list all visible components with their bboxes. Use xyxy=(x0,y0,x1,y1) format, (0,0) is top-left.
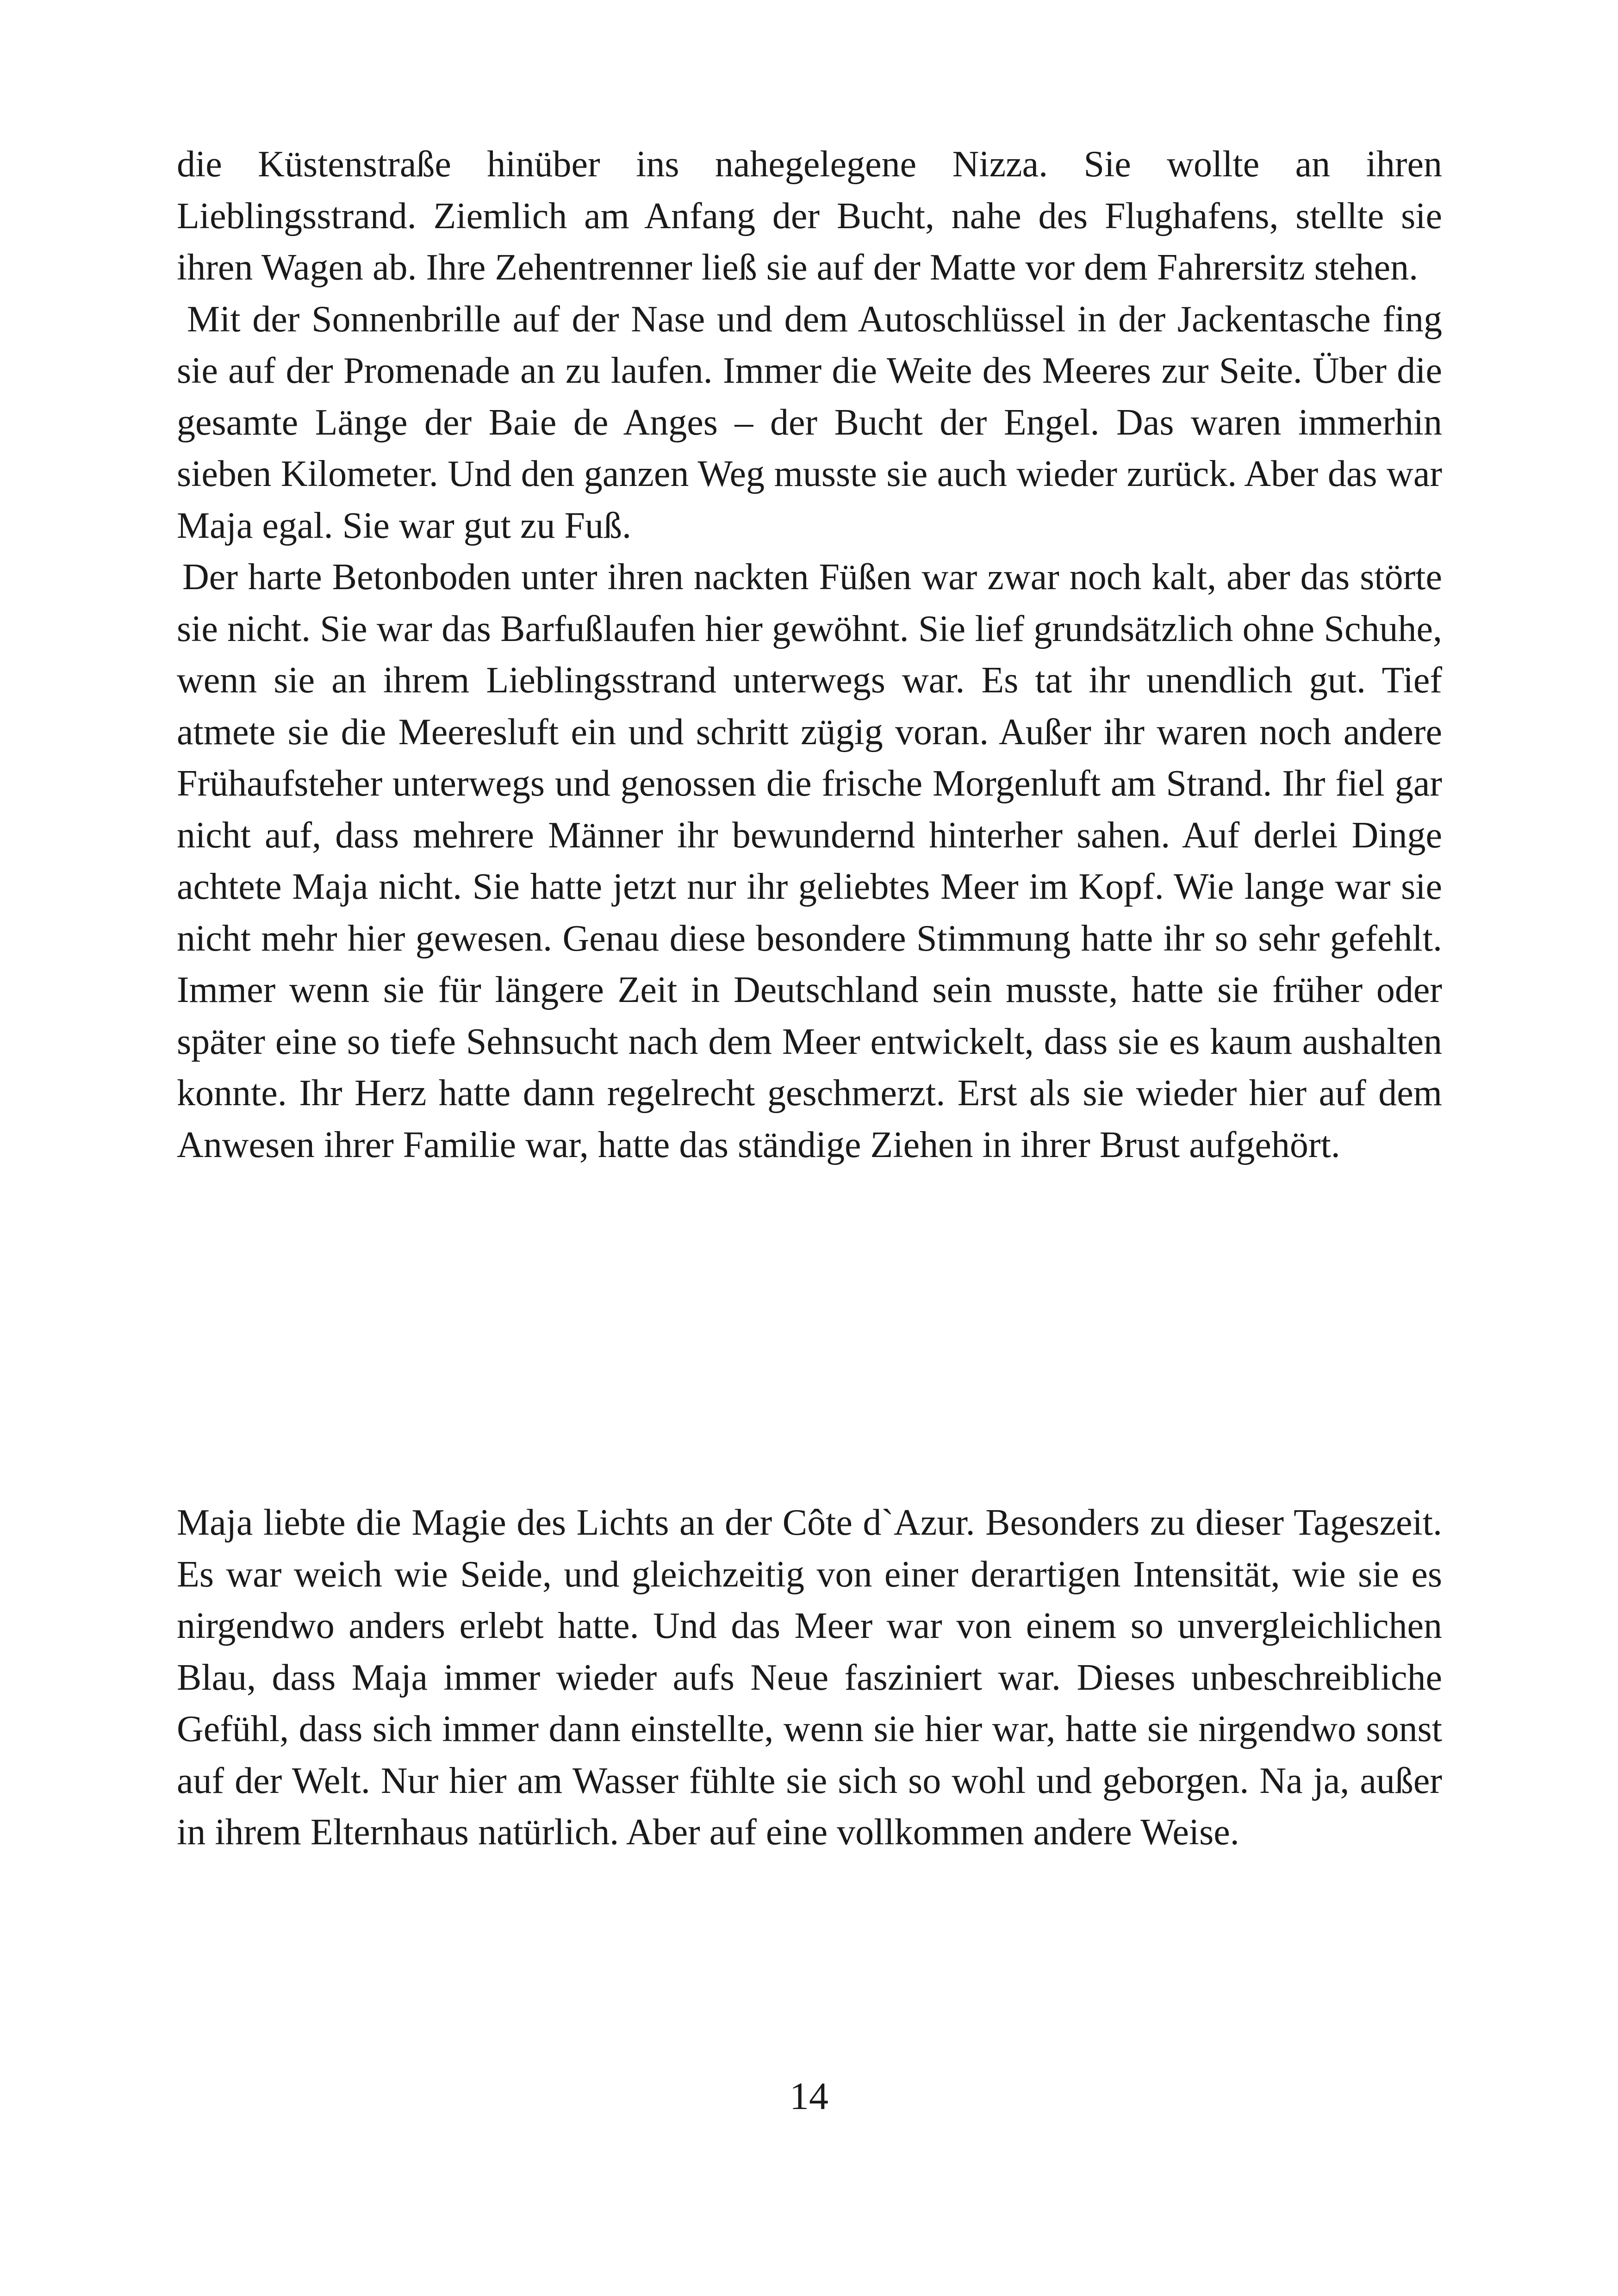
paragraph-1: die Küstenstraße hinüber ins nahegelegene Nizza. Sie wollte an ihren Lieblingsstrand. Ziemlich am Anfang der Bucht, nahe des Flughafens, stellte sie ihren Wagen ab. Ihre Zehentrenner ließ sie auf der Matte vor dem Fahrersitz stehen. xyxy=(177,144,1442,288)
paragraph-3: Der harte Betonboden unter ihren nackten Füßen war zwar noch kalt, aber das störte sie nicht. Sie war das Barfußlaufen hier gewöhnt. Sie lief grundsätzlich ohne Schuhe, wenn sie an ihrem Lieblingsstrand unterwegs war. Es tat ihr unendlich gut. Tief atmete sie die Meeresluft ein und schritt zügig voran. Außer ihr waren noch andere Frühaufsteher unterwegs und genossen die frische Morgenluft am Strand. Ihr fiel gar nicht auf, dass mehrere Männer ihr bewundernd hinterher sahen. Auf derlei Dinge achtete Maja nicht. Sie hatte jetzt nur ihr geliebtes Meer im Kopf. Wie lange war sie nicht mehr hier gewesen. Genau diese besondere Stimmung hatte ihr so sehr gefehlt. Immer wenn sie für längere Zeit in Deutschland sein musste, hatte sie früher oder später eine so tiefe Sehnsucht nach dem Meer entwickelt, dass sie es kaum aushalten konnte. Ihr Herz hatte dann regelrecht geschmerzt. Erst als sie wieder hier auf dem Anwesen ihrer Familie war, hatte das ständige Ziehen in ihrer Brust aufgehört. xyxy=(177,557,1442,1165)
paragraph-4: Maja liebte die Magie des Lichts an der Côte d`Azur. Besonders zu dieser Tageszeit. Es war weich wie Seide, und gleichzeitig von einer derartigen Intensität, wie sie es nirgendwo anders erlebt hatte. Und das Meer war von einem so unvergleichlichen Blau, dass Maja immer wieder aufs Neue fasziniert war. Dieses unbeschreibliche Gefühl, dass sich immer dann einstellte, wenn sie hier war, hatte sie nirgendwo sonst auf der Welt. Nur hier am Wasser fühlte sie sich so wohl und geborgen. Na ja, außer in ihrem Elternhaus natürlich. Aber auf eine vollkommen andere Weise. xyxy=(177,1502,1442,1853)
text-block-upper xyxy=(177,139,1442,1171)
text-block-lower xyxy=(177,1497,1442,1859)
paragraph-2: Mit der Sonnenbrille auf der Nase und dem Autoschlüssel in der Jackentasche fing sie auf der Promenade an zu laufen. Immer die Weite des Meeres zur Seite. Über die gesamte Länge der Baie de Anges – der Bucht der Engel. Das waren immerhin sieben Kilometer. Und den ganzen Weg musste sie auch wieder zurück. Aber das war Maja egal. Sie war gut zu Fuß. xyxy=(177,299,1442,546)
page-number: 14 xyxy=(790,2075,828,2118)
